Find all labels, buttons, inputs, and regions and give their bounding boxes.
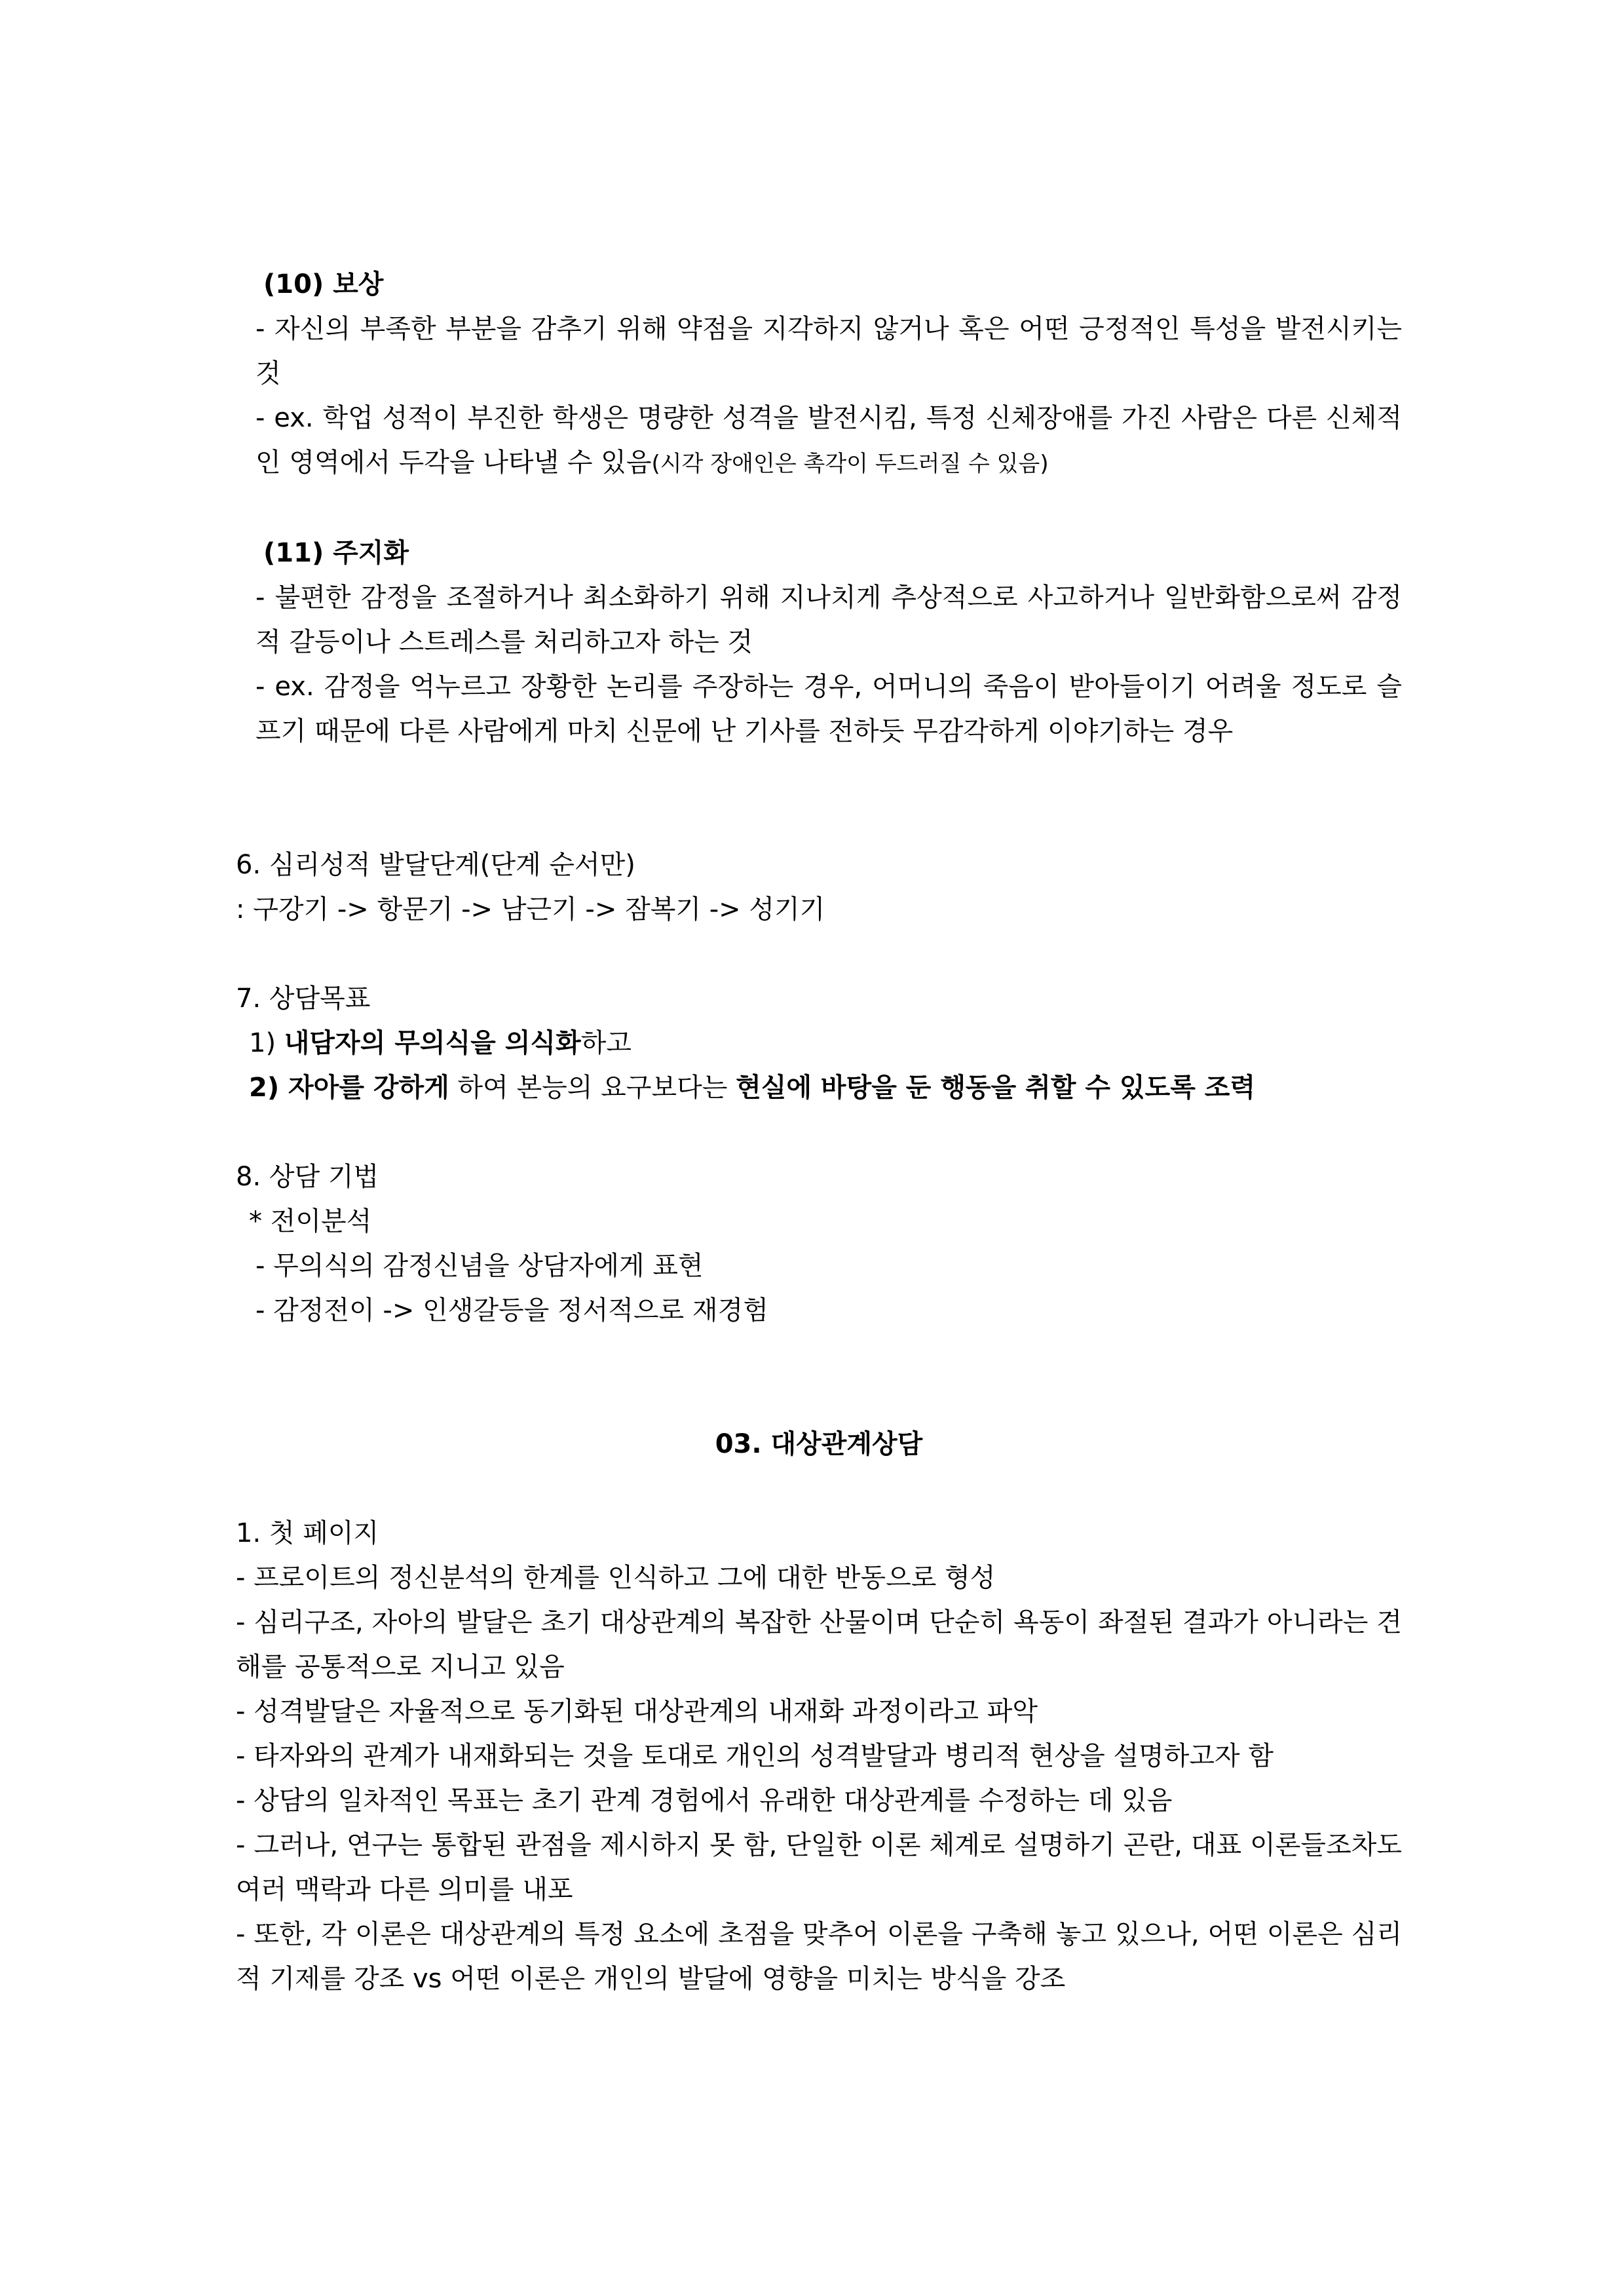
spacer [236,486,1402,531]
list-item: - 타자와의 관계가 내재화되는 것을 토대로 개인의 성격발달과 병리적 현상을 설명하고자 함 [236,1741,1274,1771]
goal-2-number: 2) [249,1073,289,1103]
section-6-heading: 6. 심리성적 발달단계(단계 순서만) [236,850,635,880]
spacer [236,1333,1402,1422]
section-11-title: (11) 주지화 [263,538,409,568]
part-03-heading: 1. 첫 페이지 [236,1518,379,1548]
spacer [236,754,1402,843]
section-7-heading: 7. 상담목표 [236,984,371,1014]
section-10-definition: - 자신의 부족한 부분을 감추기 위해 약점을 지각하지 않거나 혹은 어떤 긍정적인 특성을 발전시키는 것 [255,314,1402,389]
list-item: - 심리구조, 자아의 발달은 초기 대상관계의 복잡한 산물이며 단순히 욕동이 좌절된 결과가 아니라는 견해를 공통적으로 지니고 있음 [236,1607,1402,1682]
technique-item: * 전이분석 [249,1206,372,1236]
list-item: - 상담의 일차적인 목표는 초기 관계 경험에서 유래한 대상관계를 수정하는 데 있음 [236,1786,1173,1816]
part-03-title: 03. 대상관계상담 [715,1429,923,1459]
section-11-definition: - 불편한 감정을 조절하거나 최소화하기 위해 지나치게 추상적으로 사고하거나 일반화함으로써 감정적 갈등이나 스트레스를 처리하고자 하는 것 [255,583,1402,657]
list-item: - 프로이트의 정신분석의 한계를 인식하고 그에 대한 반동으로 형성 [236,1563,996,1593]
list-item: - 성격발달은 자율적으로 동기화된 대상관계의 내재화 과정이라고 파악 [236,1696,1038,1727]
goal-2 [236,1065,1402,1110]
section-11-example: - ex. 감정을 억누르고 장황한 논리를 주장하는 경우, 어머니의 죽음이 받아들이기 어려울 정도로 슬프기 때문에 다른 사람에게 마치 신문에 난 기사를 전하듯 무감각하게 이야기하는 경우 [255,672,1402,746]
section-10-title: (10) 보상 [263,269,384,299]
spacer [236,932,1402,976]
section-6-stages: : 구강기 -> 항문기 -> 남근기 -> 잠복기 -> 성기기 [236,894,825,925]
section-10-example-note: (시각 장애인은 촉각이 두드러질 수 있음) [651,451,1049,477]
goal-1-number: 1) [249,1028,284,1058]
section-10-example [236,396,1402,486]
spacer [236,1110,1402,1155]
goal-2-bold-2: 현실에 바탕을 둔 행동을 취할 수 있도록 조력 [736,1073,1256,1103]
goal-2-bold-1: 자아를 강하게 [288,1073,449,1103]
list-item: - 그러나, 연구는 통합된 관점을 제시하지 못 함, 단일한 이론 체계로 설명하기 곤란, 대표 이론들조차도 여러 맥락과 다른 의미를 내포 [236,1830,1402,1905]
goal-1 [236,1021,1402,1065]
list-item: - 또한, 각 이론은 대상관계의 특정 요소에 초점을 맞추어 이론을 구축해 놓고 있으나, 어떤 이론은 심리적 기제를 강조 vs 어떤 이론은 개인의 발달에 영향을 미치는 방식을 강조 [236,1919,1402,1994]
spacer [236,1466,1402,1511]
goal-1-rest: 하고 [580,1028,632,1058]
section-10-example-main: - ex. 학업 성적이 부진한 학생은 명량한 성격을 발전시킴, 특정 신체장애를 가진 사람은 다른 신체적인 영역에서 두각을 나타낼 수 있음 [255,403,1402,478]
technique-sub-2: - 감정전이 -> 인생갈등을 정서적으로 재경험 [255,1295,768,1326]
document-page [236,262,1402,2001]
section-8-heading: 8. 상담 기법 [236,1162,379,1192]
goal-2-middle: 하여 본능의 요구보다는 [449,1073,736,1103]
goal-1-bold: 내담자의 무의식을 의식화 [284,1028,581,1058]
technique-sub-1: - 무의식의 감정신념을 상담자에게 표현 [255,1251,704,1281]
